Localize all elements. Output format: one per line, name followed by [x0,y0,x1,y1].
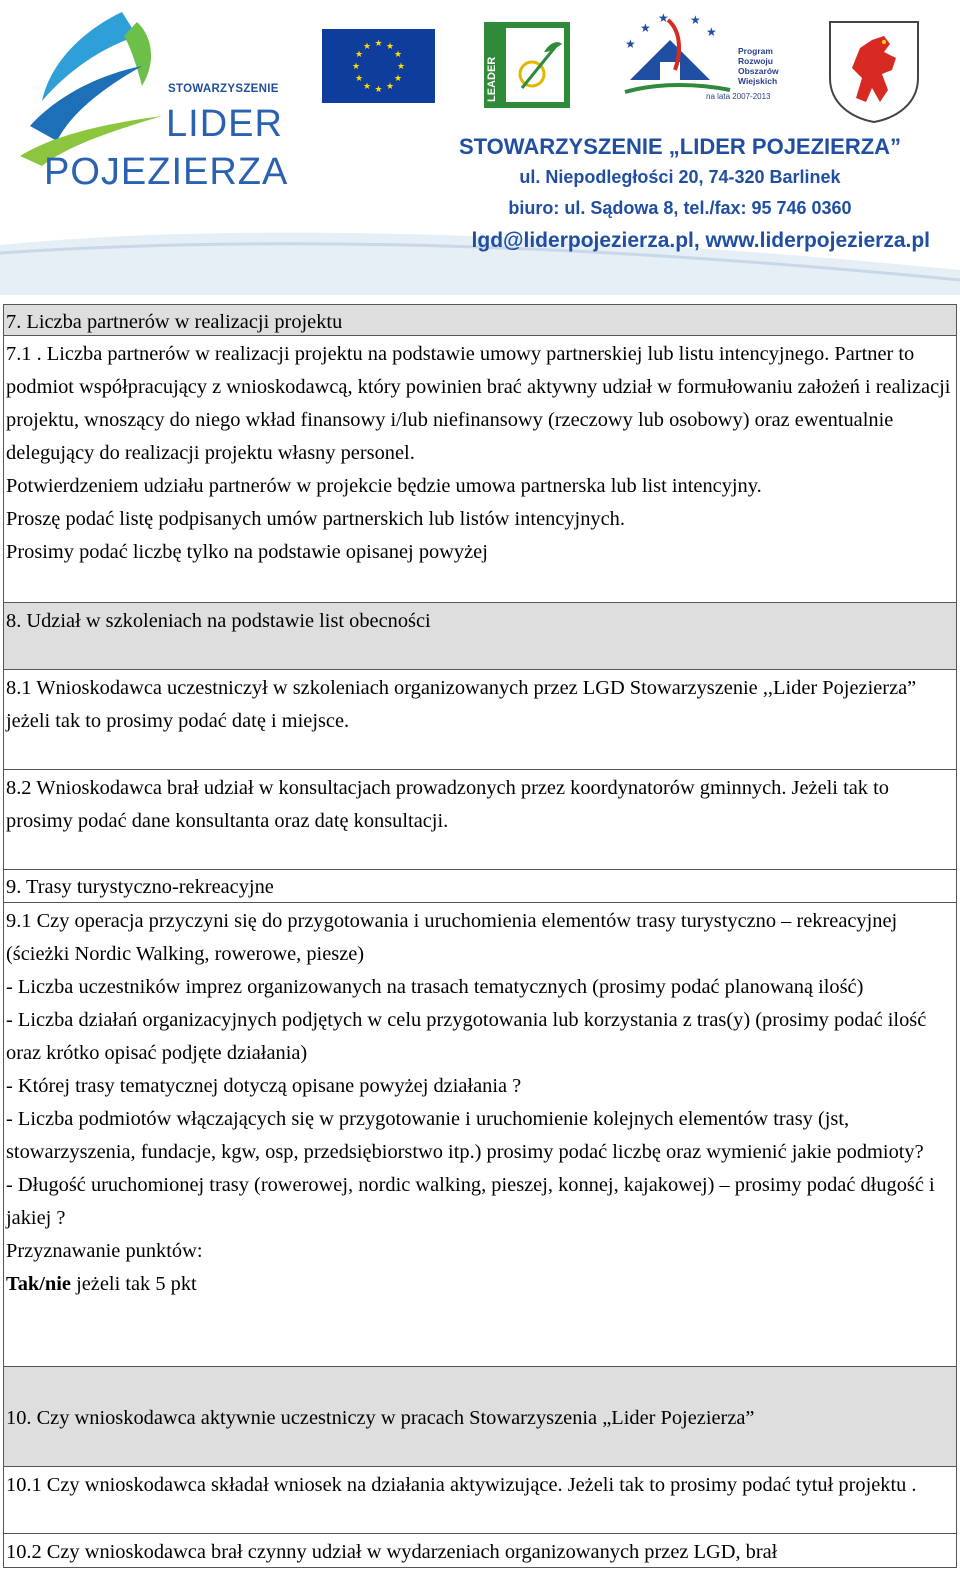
section-9-1-intro: 9.1 Czy operacja przyczyni się do przygotowania i uruchomienia elementów trasy turystyczno – rekreacyjnej (ścieżki Nordic Walking, rowerowe, piesze) [6,910,898,965]
lider-small-text: STOWARZYSZENIE [168,83,279,95]
section-7-1-text: 7.1 . Liczba partnerów w realizacji projektu na podstawie umowy partnerskiej lub listu intencyjnego. Partner to podmiot współpracujący z wnioskodawcą, który powinien brać aktywny udział w formułowaniu założeń i realizacji projektu, wnoszący do niego wkład finansowy i/lub niefinansowy (rzeczowy lub osobowy) oraz ewentualnie delegujący do realizacji projektu własny personel. [6,343,951,464]
organization-address: ul. Niepodległości 20, 74-320 Barlinek [519,167,841,187]
section-7-1-list: Proszę podać listę podpisanych umów partnerskich lub listów intencyjnych. [6,508,625,530]
svg-text:★: ★ [351,62,361,72]
section-9-1-points: Przyznawanie punktów: [6,1240,203,1262]
section-9-1-bullet: - Której trasy tematycznej dotyczą opisane powyżej działania ? [6,1075,522,1097]
section-10-title: 10. Czy wnioskodawca aktywnie uczestniczy w pracach Stowarzyszenia „Lider Pojezierza” [6,1407,755,1429]
section-10-2-text: 10.2 Czy wnioskodawca brał czynny udział w wydarzeniach organizowanych przez LGD, brał [6,1541,778,1563]
section-10-1-text: 10.1 Czy wnioskodawca składał wniosek na działania aktywizujące. Jeżeli tak to prosimy podać tytuł projektu . [6,1474,917,1496]
prow-word: Rozwoju [738,56,773,66]
section-9-title-row [3,870,957,903]
prow-word: Program [738,46,773,56]
svg-text:★: ★ [393,50,403,60]
svg-text:★: ★ [374,39,383,49]
section-9-1-bullet: - Liczba działań organizacyjnych podjętych w celu przygotowania lub korzystania z tras(y) (prosimy podać ilość oraz krótko opisać podjęte działania) [6,1009,927,1064]
section-8-title-row [3,603,957,670]
section-7-title: 7. Liczba partnerów w realizacji projektu [6,311,343,333]
organization-info [400,132,960,257]
prow-word: Wiejskich [738,76,778,86]
svg-text:★: ★ [374,85,383,95]
leader-logo-icon [484,22,570,108]
section-9-1-bullet: - Długość uruchomionej trasy (rowerowej, nordic walking, pieszej, konnej, kajakowej) – prosimy podać długość i jakiej ? [6,1174,935,1229]
scoring-rule: jeżeli tak 5 pkt [70,1273,197,1295]
section-10-title-row [3,1367,957,1467]
svg-text:★: ★ [690,13,701,27]
section-8-1-text: 8.1 Wnioskodawca uczestniczył w szkoleniach organizowanych przez LGD Stowarzyszenie ,,Lider Pojezierza” jeżeli tak to prosimy podać datę i miejsce. [6,677,917,732]
svg-text:★: ★ [354,50,364,60]
section-7-1-row [3,336,957,603]
svg-text:★: ★ [385,42,395,52]
leader-text: LEADER [486,56,498,102]
svg-text:★: ★ [640,21,651,35]
svg-text:★: ★ [625,37,636,51]
section-10-2-row [3,1534,957,1568]
svg-text:★: ★ [385,82,395,92]
section-9-1-bullet: - Liczba uczestników imprez organizowanych na trasach tematycznych (prosimy podać planowaną ilość) [6,976,864,998]
section-8-1-row [3,670,957,770]
yes-no-label: Tak/nie [6,1273,71,1295]
griffin-shield-icon [826,18,922,124]
eu-flag-icon [322,29,435,103]
svg-text:★: ★ [362,42,372,52]
section-8-2-text: 8.2 Wnioskodawca brał udział w konsultacjach prowadzonych przez koordynatorów gminnych. Jeżeli tak to prosimy podać dane konsultanta oraz datę konsultacji. [6,777,889,832]
prow-years-text: na lata 2007-2013 [706,92,771,101]
section-7-title-row [3,304,957,336]
organization-contact: lgd@liderpojezierza.pl, www.liderpojezierza.pl [471,229,930,252]
pojezierza-big-text: POJEZIERZA [44,151,289,193]
organization-office: biuro: ul. Sądowa 8, tel./fax: 95 746 0360 [508,198,852,218]
prow-word: Obszarów [738,66,779,76]
svg-text:★: ★ [658,11,669,25]
section-9-1-row [3,903,957,1367]
prow-text-block [738,46,779,86]
section-8-2-row [3,770,957,870]
svg-text:★: ★ [706,25,717,39]
section-9-1-scoring [6,1268,954,1301]
svg-text:★: ★ [393,74,403,84]
section-7-1-count: Prosimy podać liczbę tylko na podstawie opisanej powyżej [6,541,488,563]
criteria-table [3,304,957,1568]
organization-name: STOWARZYSZENIE „LIDER POJEZIERZA” [458,134,902,159]
section-8-title: 8. Udział w szkoleniach na podstawie list obecności [6,610,431,632]
section-10-1-row [3,1467,957,1534]
svg-text:★: ★ [396,62,406,72]
lider-big-text: LIDER [166,103,283,145]
section-9-title: 9. Trasy turystyczno-rekreacyjne [6,876,274,898]
section-7-1-confirm: Potwierdzeniem udziału partnerów w projekcie będzie umowa partnerska lub list intencyjny. [6,475,762,497]
svg-text:★: ★ [354,74,364,84]
section-9-1-bullet: - Liczba podmiotów włączających się w przygotowanie i uruchomienie kolejnych elementów trasy (jst, stowarzyszenia, fundacje, kgw, osp, przedsiębiorstwo itp.) prosimy podać liczbę oraz wymienić jakie podmioty? [6,1108,924,1163]
letterhead [0,0,960,300]
svg-text:★: ★ [362,82,372,92]
